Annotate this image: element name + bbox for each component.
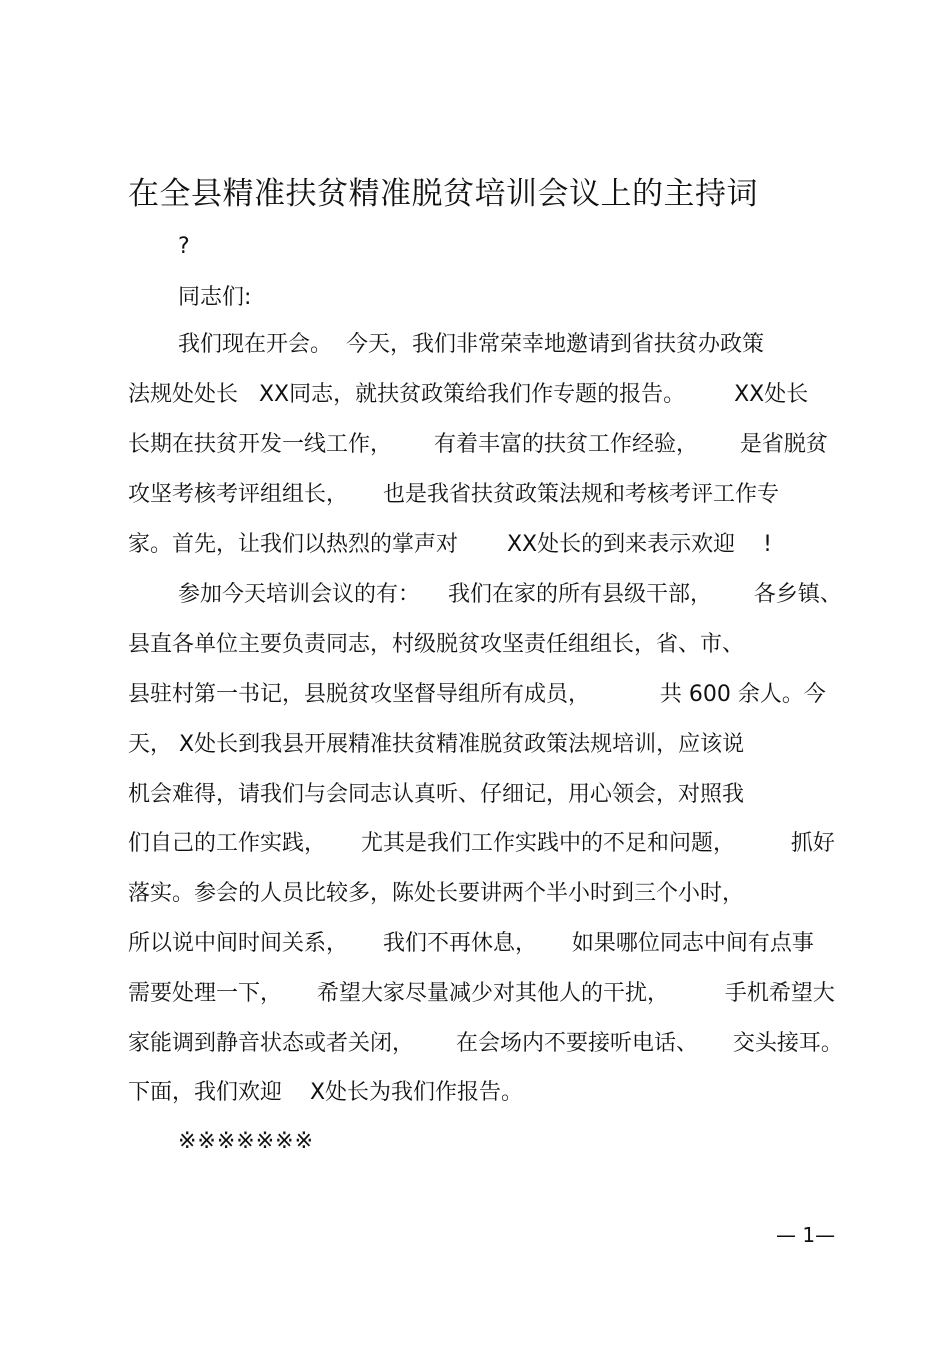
body-line: 家能调到静音状态或者关闭， 在会场内不要接听电话、 交头接耳。: [128, 1031, 843, 1056]
body-line: 天， X处长到我县开展精准扶贫精准脱贫政策法规培训，应该说: [128, 732, 745, 757]
body-line: 我们现在开会。 今天，我们非常荣幸地邀请到省扶贫办政策: [178, 332, 764, 357]
body-line: 家。首先，让我们以热烈的掌声对 XX处长的到来表示欢迎 !: [128, 532, 772, 557]
body-line: 参加今天培训会议的有： 我们在家的所有县级干部， 各乡镇、: [178, 582, 842, 607]
body-line: 们自己的工作实践， 尤其是我们工作实践中的不足和问题， 抓好: [128, 831, 835, 856]
body-line: 县驻村第一书记，县脱贫攻坚督导组所有成员， 共 600 余人。今: [128, 682, 826, 707]
body-line: 法规处处长 XX同志，就扶贫政策给我们作专题的报告。 XX处长: [128, 382, 809, 407]
body-line: 机会难得，请我们与会同志认真听、仔细记，用心领会，对照我: [128, 782, 745, 807]
body-line: 所以说中间时间关系， 我们不再休息， 如果哪位同志中间有点事: [128, 931, 814, 956]
body-line: 需要处理一下， 希望大家尽量减少对其他人的干扰， 手机希望大: [128, 981, 835, 1006]
body-line: 攻坚考核考评组组长， 也是我省扶贫政策法规和考核考评工作专: [128, 482, 779, 507]
body-line: 长期在扶贫开发一线工作， 有着丰富的扶贫工作经验， 是省脱贫: [128, 432, 828, 457]
document-title: 在全县精准扶贫精准脱贫培训会议上的主持词: [128, 176, 758, 212]
question-mark: ?: [178, 234, 190, 259]
body-line: 落实。参会的人员比较多，陈处长要讲两个半小时到三个小时，: [128, 881, 745, 906]
body-line: 县直各单位主要负责同志，村级脱贫攻坚责任组组长，省、市、: [128, 632, 745, 657]
salutation: 同志们:: [178, 285, 252, 310]
body-line: 下面，我们欢迎 X处长为我们作报告。: [128, 1080, 524, 1105]
ending-mark: ※※※※※※※: [178, 1129, 315, 1154]
page-number: — 1—: [776, 1223, 836, 1247]
